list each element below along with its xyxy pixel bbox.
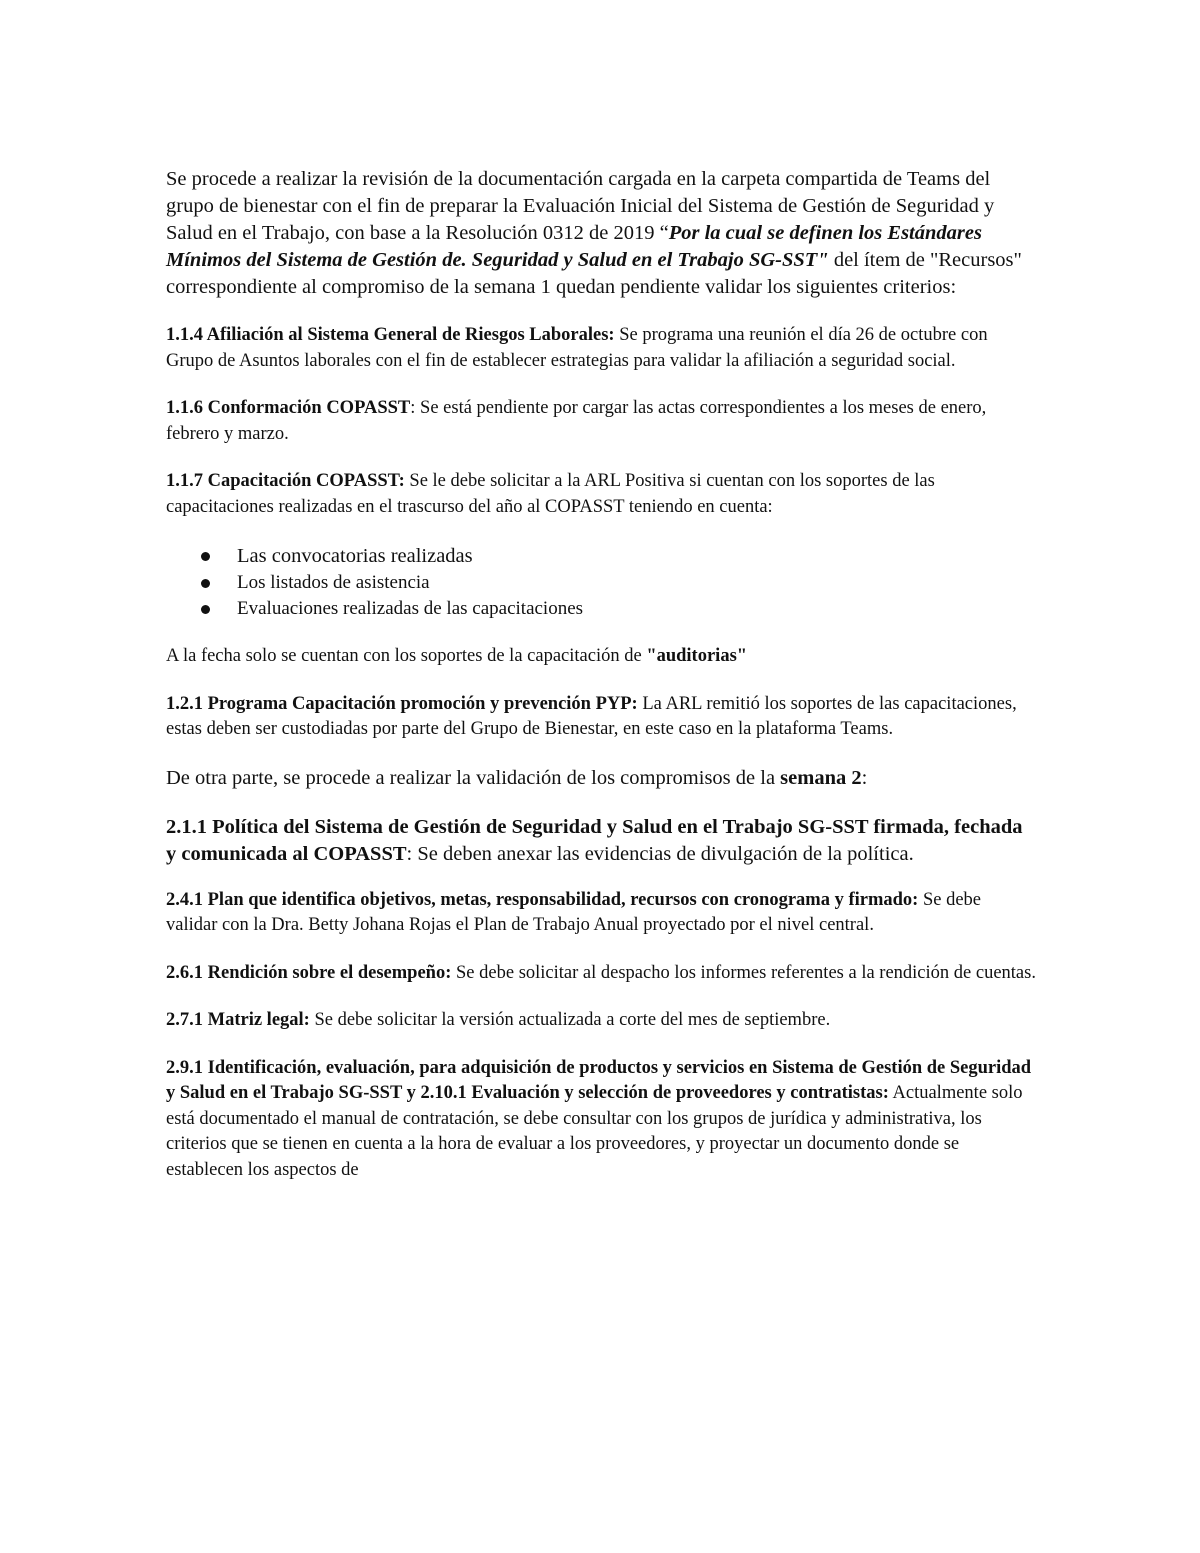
soportes-bold: "auditorias" bbox=[646, 646, 748, 666]
section-text: Se le debe solicitar a la ARL Positiva si cuentan con los soportes de las capacitaciones realizadas en el trascurso del año al COPASST teniendo en cuenta: bbox=[166, 471, 935, 517]
bullet-dot-icon bbox=[201, 605, 210, 614]
soportes-text: A la fecha solo se cuentan con los soportes de la capacitación de bbox=[166, 646, 647, 666]
section-1-1-4 bbox=[166, 323, 1036, 374]
section-heading: 2.7.1 Matriz legal: bbox=[166, 1010, 310, 1030]
soportes-paragraph bbox=[166, 644, 1036, 670]
bullet-text: Las convocatorias realizadas bbox=[237, 545, 473, 567]
semana2-text: De otra parte, se procede a realizar la validación de los compromisos de la bbox=[166, 766, 781, 789]
section-heading: 1.1.4 Afiliación al Sistema General de Riesgos Laborales: bbox=[166, 325, 615, 345]
intro-text-end: del ítem de "Recursos" correspondiente al compromiso de la semana 1 quedan pendiente validar los siguientes criterios: bbox=[166, 249, 1022, 298]
section-text: La ARL remitió los soportes de las capacitaciones, estas deben ser custodiadas por parte del Grupo de Bienestar, en este caso en la plataforma Teams. bbox=[166, 693, 1017, 739]
bullet-text: Los listados de asistencia bbox=[237, 572, 430, 593]
intro-text: Se procede a realizar la revisión de la documentación cargada en la carpeta compartida de Teams del grupo de bienestar con el fin de preparar la Evaluación Inicial del Sistema de Gestión de Seguridad y Salud en el Trabajo, con base a la Resolución 0312 de 2019 “ bbox=[166, 168, 995, 244]
section-1-2-1 bbox=[166, 692, 1036, 743]
section-text: : Se deben anexar las evidencias de divulgación de la política. bbox=[406, 842, 914, 865]
bullet-item bbox=[166, 570, 1036, 596]
bullet-text: Evaluaciones realizadas de las capacitaciones bbox=[237, 598, 584, 619]
section-text: Se programa una reunión el día 26 de octubre con Grupo de Asuntos laborales con el fin de establecer estrategias para validar la afiliación a seguridad social. bbox=[166, 325, 988, 371]
section-2-7-1 bbox=[166, 1008, 1036, 1034]
semana2-end: : bbox=[861, 766, 868, 789]
section-heading: 1.1.7 Capacitación COPASST: bbox=[166, 471, 405, 491]
section-text: Se debe validar con la Dra. Betty Johana Rojas el Plan de Trabajo Anual proyectado por el nivel central. bbox=[166, 889, 982, 935]
section-heading: 1.2.1 Programa Capacitación promoción y prevención PYP: bbox=[166, 693, 638, 714]
section-2-9-1 bbox=[166, 1056, 1036, 1184]
section-2-1-1 bbox=[166, 814, 1036, 868]
section-2-6-1 bbox=[166, 961, 1036, 987]
section-1-1-7 bbox=[166, 469, 1036, 520]
bullet-list bbox=[166, 542, 1036, 622]
section-2-4-1 bbox=[166, 888, 1036, 939]
intro-paragraph bbox=[166, 166, 1036, 301]
document-body bbox=[166, 166, 1036, 1205]
bullet-dot-icon bbox=[201, 579, 210, 588]
semana2-paragraph bbox=[166, 765, 1036, 792]
section-heading: 2.4.1 Plan que identifica objetivos, metas, responsabilidad, recursos con cronograma y firmado: bbox=[166, 889, 919, 910]
section-heading: 2.1.1 Política del Sistema de Gestión de Seguridad y Salud en el Trabajo SG-SST firmada, fechada y comunicada al COPASST bbox=[166, 815, 1023, 865]
bullet-item bbox=[166, 542, 1036, 570]
bullet-dot-icon bbox=[201, 552, 210, 561]
section-text: Actualmente solo está documentado el manual de contratación, se debe consultar con los grupos de jurídica y administrativa, los criterios que se tienen en cuenta a la hora de evaluar a los proveedores, y proyectar un documento donde se establecen los aspectos de bbox=[166, 1083, 1023, 1180]
section-1-1-6 bbox=[166, 396, 1036, 447]
semana2-bold: semana 2 bbox=[780, 766, 862, 789]
resolution-title: Por la cual se definen los Estándares Mínimos del Sistema de Gestión de. Seguridad y Salud en el Trabajo SG-SST" bbox=[166, 222, 982, 271]
section-text: Se debe solicitar al despacho los informes referentes a la rendición de cuentas. bbox=[451, 962, 1036, 983]
section-text: Se debe solicitar la versión actualizada a corte del mes de septiembre. bbox=[309, 1010, 831, 1030]
section-heading: 1.1.6 Conformación COPASST bbox=[166, 398, 411, 418]
section-text: : Se está pendiente por cargar las actas correspondientes a los meses de enero, febrero y marzo. bbox=[166, 398, 987, 444]
section-heading: 2.9.1 Identificación, evaluación, para adquisición de productos y servicios en Sistema de Gestión de Seguridad y Salud en el Trabajo SG-SST y 2.10.1 Evaluación y selección de proveedores y contratistas: bbox=[166, 1057, 1032, 1103]
section-heading: 2.6.1 Rendición sobre el desempeño: bbox=[166, 962, 452, 983]
bullet-item bbox=[166, 596, 1036, 622]
